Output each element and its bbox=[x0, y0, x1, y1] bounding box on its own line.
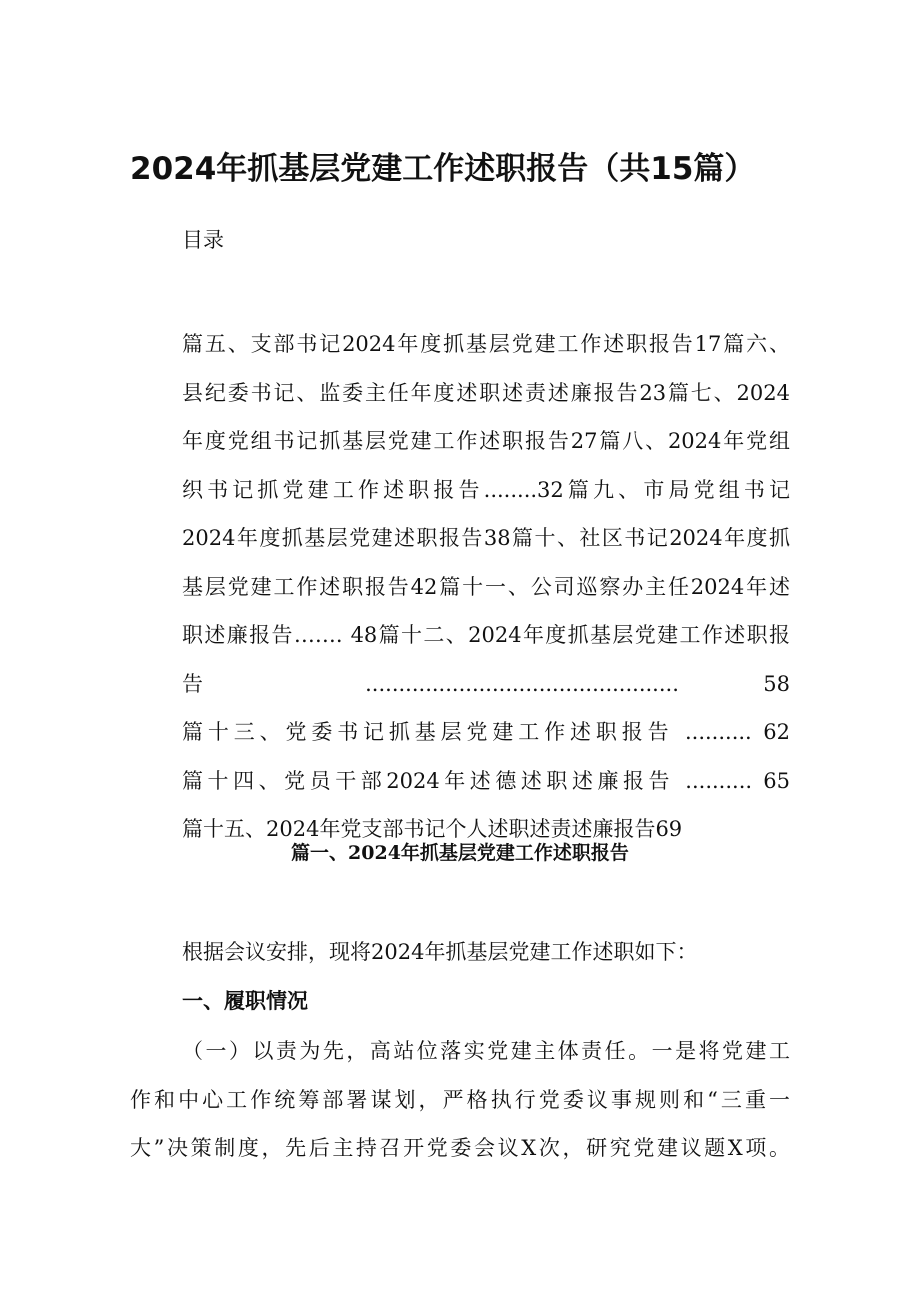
toc-line[interactable]: 篇十五、2024年党支部书记个人述职述责述廉报告69 bbox=[182, 817, 683, 841]
body-paragraph bbox=[130, 1027, 790, 1173]
toc-heading: 目录 bbox=[182, 228, 224, 252]
toc-line[interactable]: 职述廉报告……. 48篇十二、2024年度抓基层党建工作述职报 bbox=[182, 623, 790, 647]
paragraph-line: （一）以责为先，高站位落实党建主体责任。一是将党建工 bbox=[182, 1039, 790, 1063]
toc-line[interactable]: 基层党建工作述职报告42篇十一、公司巡察办主任2024年述 bbox=[182, 574, 790, 599]
table-of-contents bbox=[182, 320, 790, 854]
toc-line[interactable]: 告 ............................................... 58 bbox=[182, 671, 790, 696]
toc-line[interactable]: 年度党组书记抓基层党建工作述职报告27篇八、2024年党组 bbox=[182, 429, 790, 453]
paragraph-line: 大”决策制度，先后主持召开党委会议X次，研究党建议题X项。 bbox=[130, 1136, 790, 1160]
paragraph-line: 作和中心工作统筹部署谋划，严格执行党委议事规则和“三重一 bbox=[130, 1087, 790, 1112]
document-title: 2024年抓基层党建工作述职报告（共15篇） bbox=[130, 151, 756, 187]
intro-paragraph: 根据会议安排，现将2024年抓基层党建工作述职如下： bbox=[182, 940, 698, 964]
toc-line[interactable]: 篇五、支部书记2024年度抓基层党建工作述职报告17篇六、 bbox=[182, 332, 790, 356]
toc-line[interactable]: 县纪委书记、监委主任年度述职述责述廉报告23篇七、2024 bbox=[182, 380, 790, 405]
toc-line[interactable]: 篇十三、党委书记抓基层党建工作述职报告 .......... 62 bbox=[182, 720, 790, 744]
toc-line[interactable]: 织书记抓党建工作述职报告........32篇九、市局党组书记 bbox=[182, 477, 790, 502]
toc-line[interactable]: 篇十四、党员干部2024年述德述职述廉报告 .......... 65 bbox=[182, 768, 790, 793]
section-title: 篇一、2024年抓基层党建工作述职报告 bbox=[291, 842, 629, 864]
heading-one: 一、履职情况 bbox=[182, 989, 308, 1013]
toc-line[interactable]: 2024年度抓基层党建述职报告38篇十、社区书记2024年度抓 bbox=[182, 526, 790, 550]
